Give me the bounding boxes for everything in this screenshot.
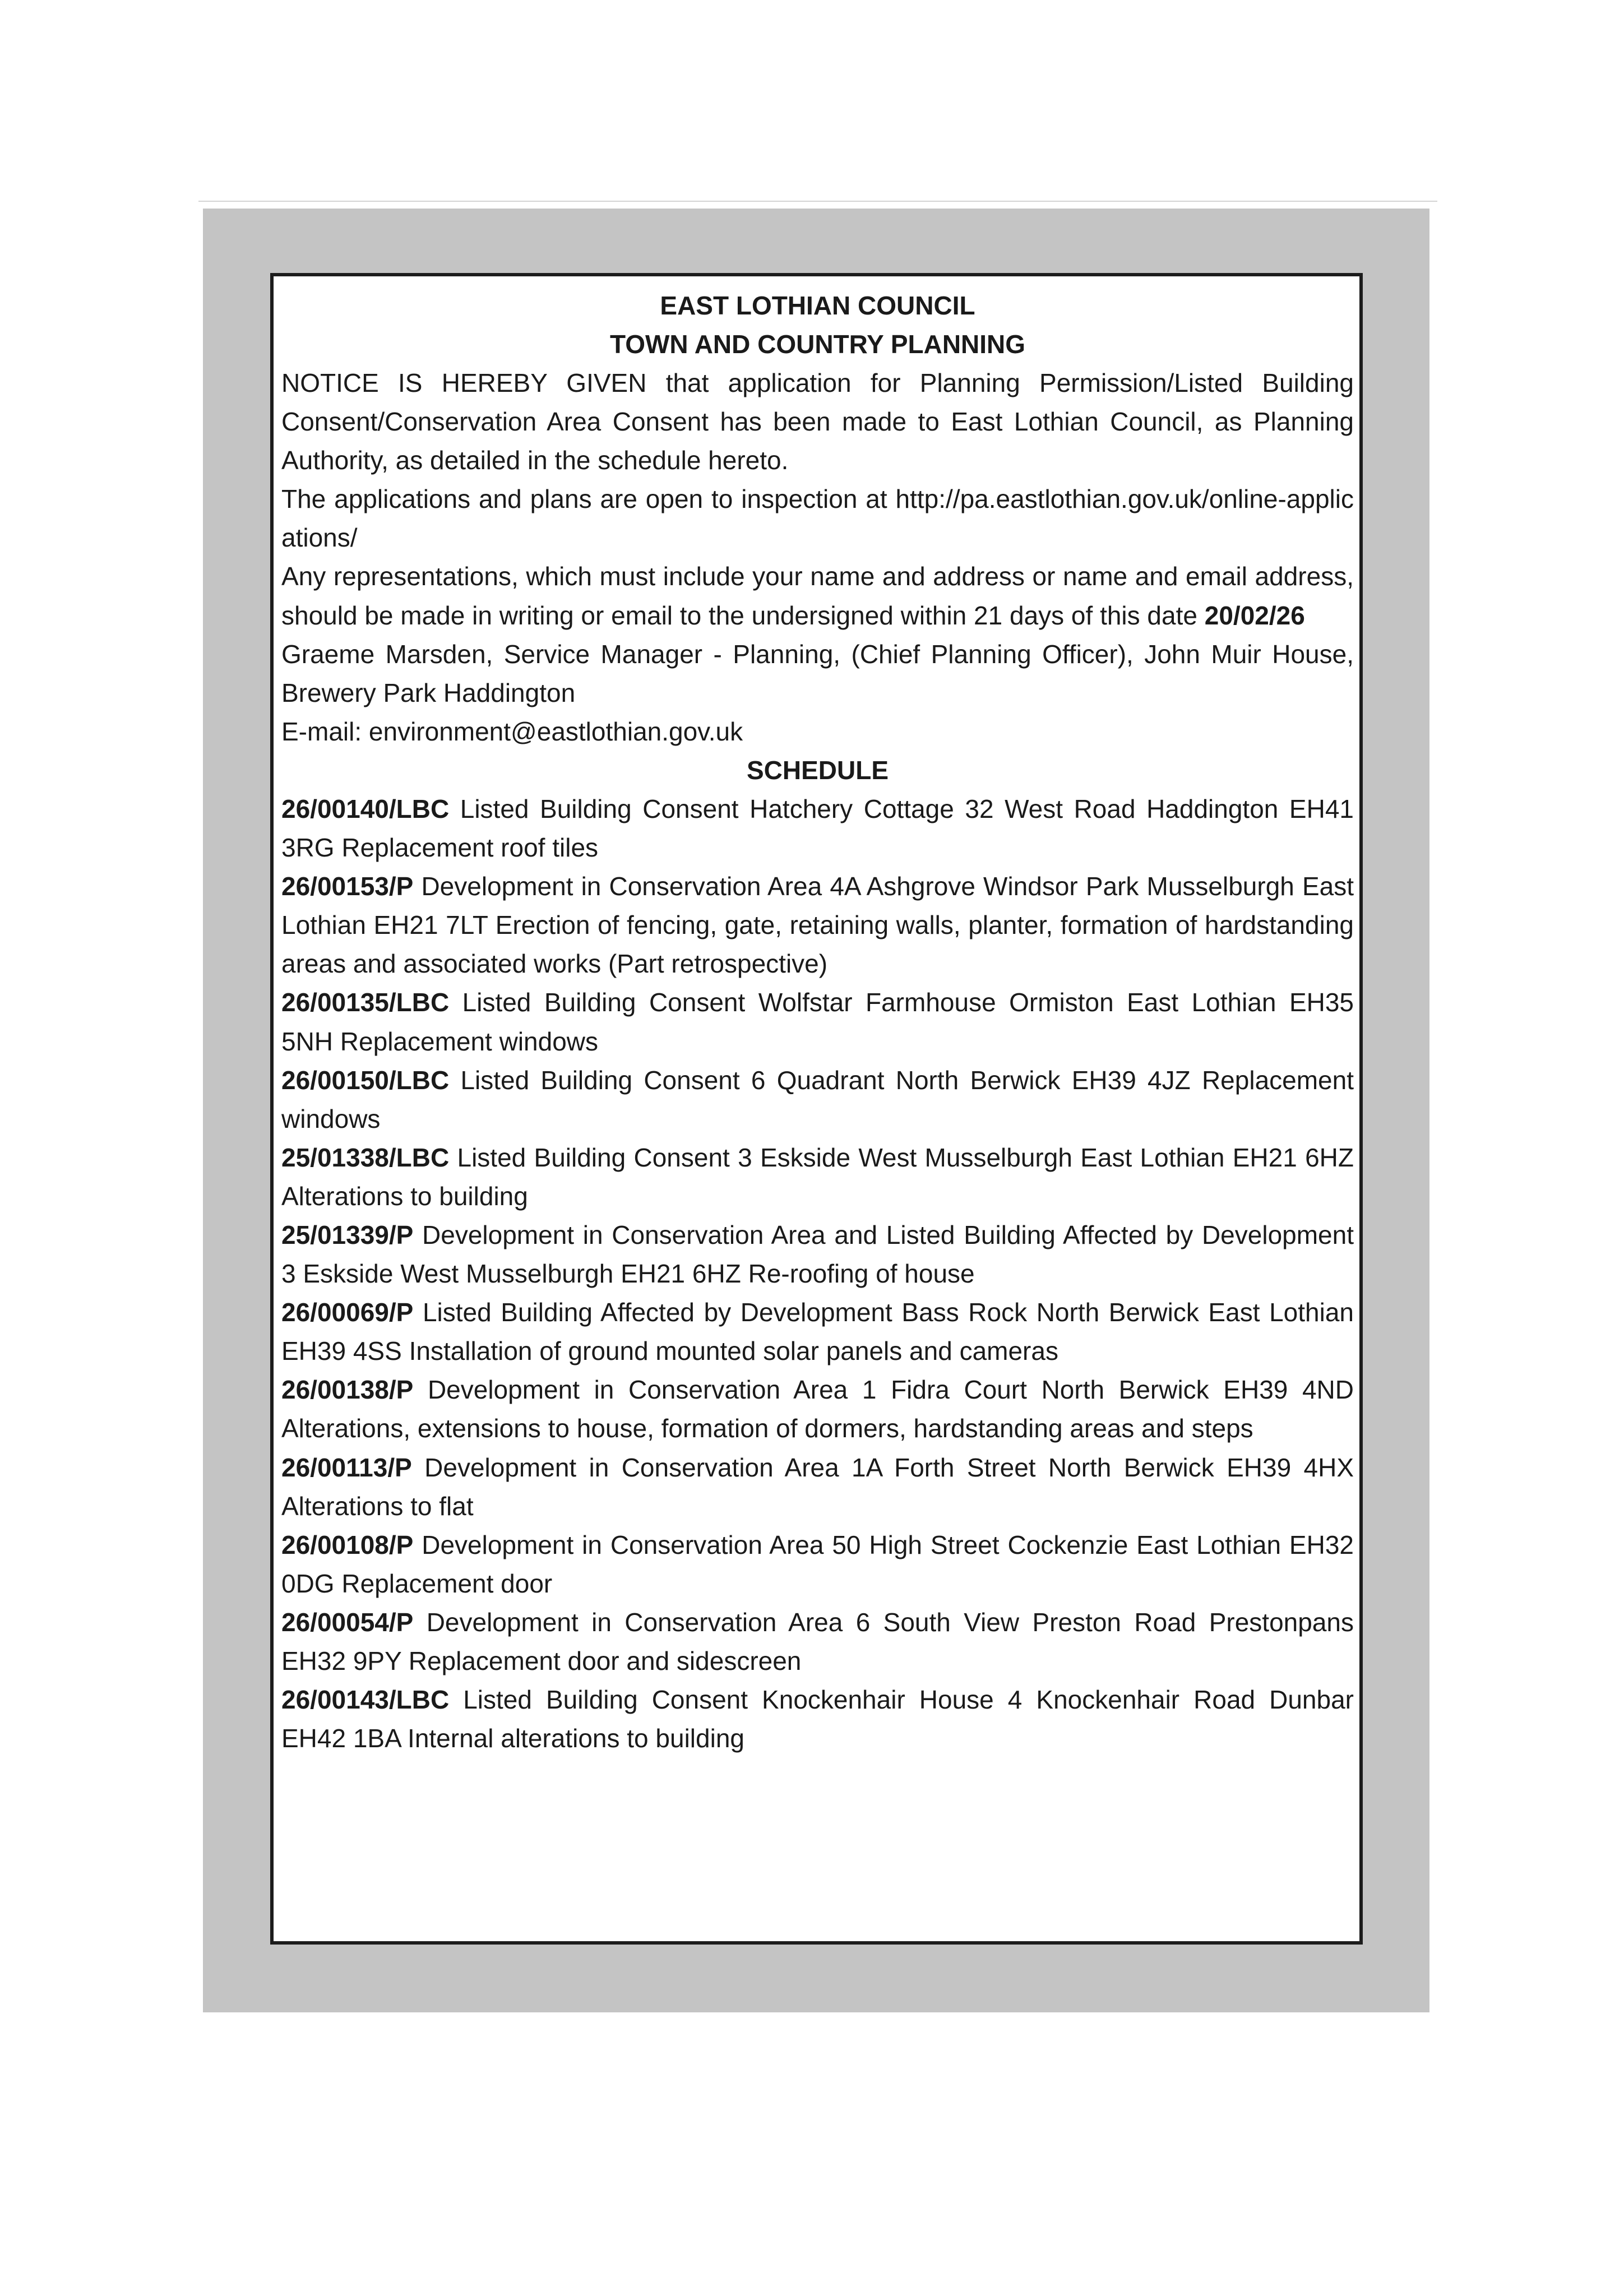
application-reference: 26/00054/P xyxy=(281,1607,414,1637)
application-reference: 26/00138/P xyxy=(281,1375,414,1405)
schedule-entry xyxy=(281,1681,1354,1758)
schedule-heading: SCHEDULE xyxy=(746,755,889,785)
inspection-text: The applications and plans are open to inspection at http://pa.eastlothian.gov.uk/online-applications/ xyxy=(281,484,1354,553)
application-description: Listed Building Consent 6 Quadrant North Berwick EH39 4JZ Replacement windows xyxy=(281,1065,1354,1133)
schedule-entry xyxy=(281,983,1354,1061)
application-description: Development in Conservation Area 1 Fidra Court North Berwick EH39 4ND Alterations, extensions to house, formation of dormers, hardstanding areas and steps xyxy=(281,1375,1354,1443)
notice-intro: NOTICE IS HEREBY GIVEN that application for Planning Permission/Listed Building Consent/Conservation Area Consent has been made to East Lothian Council, as Planning Authority, as detailed in the schedule hereto. xyxy=(281,368,1354,475)
application-reference: 26/00143/LBC xyxy=(281,1685,450,1715)
application-reference: 26/00113/P xyxy=(281,1452,412,1482)
application-description: Listed Building Consent Wolfstar Farmhouse Ormiston East Lothian EH35 5NH Replacement windows xyxy=(281,988,1354,1056)
schedule-entry xyxy=(281,1293,1354,1371)
application-reference: 26/00108/P xyxy=(281,1530,414,1559)
schedule-entry xyxy=(281,1526,1354,1603)
application-description: Listed Building Consent Knockenhair House 4 Knockenhair Road Dunbar EH42 1BA Internal alterations to building xyxy=(281,1685,1354,1753)
schedule-entry xyxy=(281,1448,1354,1526)
application-description: Listed Building Consent Hatchery Cottage 32 West Road Haddington EH41 3RG Replacement roof tiles xyxy=(281,794,1354,863)
application-description: Development in Conservation Area 50 High Street Cockenzie East Lothian EH32 0DG Replacement door xyxy=(281,1530,1354,1598)
schedule-entry xyxy=(281,790,1354,867)
schedule-entry xyxy=(281,1138,1354,1216)
notice-signatory: Graeme Marsden, Service Manager - Planning, (Chief Planning Officer), John Muir House, Brewery Park Haddington xyxy=(281,639,1354,707)
planning-notice xyxy=(270,273,1363,1945)
notice-inspection xyxy=(281,480,1354,557)
notice-representations xyxy=(281,557,1354,635)
application-description: Listed Building Consent 3 Eskside West Musselburgh East Lothian EH21 6HZ Alterations to building xyxy=(281,1142,1354,1211)
application-description: Development in Conservation Area 6 South View Preston Road Prestonpans EH32 9PY Replacement door and sidescreen xyxy=(281,1607,1354,1675)
application-description: Development in Conservation Area 4A Ashgrove Windsor Park Musselburgh East Lothian EH21 7LT Erection of fencing, gate, retaining walls, planter, formation of hardstanding areas and associated works (Part retrospective) xyxy=(281,872,1354,979)
application-reference: 26/00069/P xyxy=(281,1298,414,1327)
notice-date: 20/02/26 xyxy=(1204,600,1305,630)
schedule-entry xyxy=(281,1371,1354,1448)
application-description: Development in Conservation Area 1A Forth Street North Berwick EH39 4HX Alterations to flat xyxy=(281,1452,1354,1521)
representations-text: Any representations, which must include your name and address or name and email address, should be made in writing or email to the undersigned within 21 days of this date xyxy=(281,562,1354,630)
notice-title-council: EAST LOTHIAN COUNCIL xyxy=(660,291,975,320)
schedule-entry xyxy=(281,867,1354,983)
application-reference: 26/00135/LBC xyxy=(281,988,450,1017)
notice-title-planning: TOWN AND COUNTRY PLANNING xyxy=(609,330,1026,359)
application-reference: 25/01339/P xyxy=(281,1220,414,1249)
application-description: Listed Building Affected by Development Bass Rock North Berwick East Lothian EH39 4SS Installation of ground mounted solar panels and cameras xyxy=(281,1298,1354,1366)
application-reference: 26/00140/LBC xyxy=(281,794,450,823)
application-reference: 25/01338/LBC xyxy=(281,1142,450,1172)
application-reference: 26/00150/LBC xyxy=(281,1065,450,1095)
notice-email: E-mail: environment@eastlothian.gov.uk xyxy=(281,716,743,746)
application-description: Development in Conservation Area and Listed Building Affected by Development 3 Eskside West Musselburgh EH21 6HZ Re-roofing of house xyxy=(281,1220,1354,1289)
schedule-list xyxy=(281,790,1354,1758)
schedule-entry xyxy=(281,1061,1354,1138)
schedule-entry xyxy=(281,1216,1354,1293)
top-divider xyxy=(198,201,1437,202)
application-reference: 26/00153/P xyxy=(281,872,414,901)
schedule-entry xyxy=(281,1603,1354,1681)
